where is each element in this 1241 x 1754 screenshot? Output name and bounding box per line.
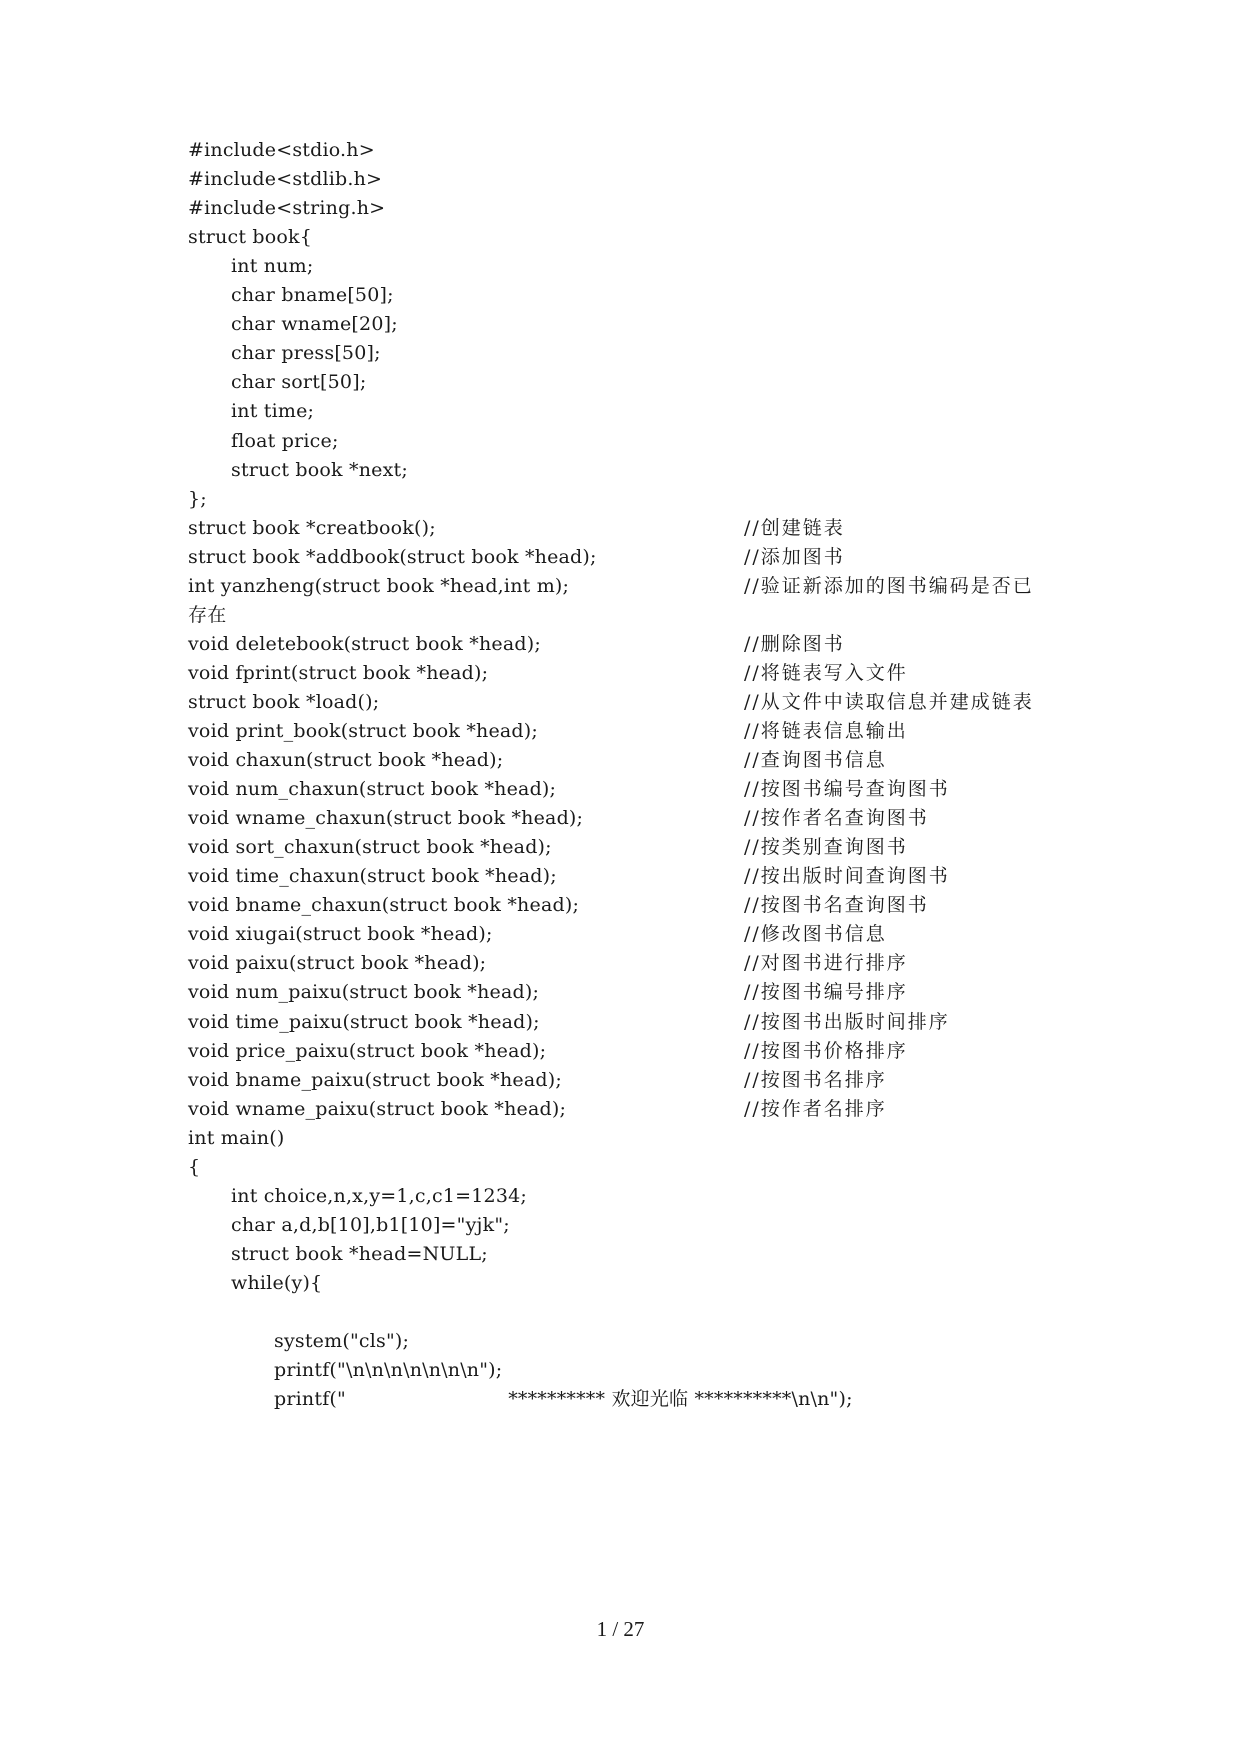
code-comment: //修改图书信息: [744, 923, 887, 945]
code-comment: //按图书价格排序: [744, 1040, 908, 1062]
code-line: char a,d,b[10],b1[10]="yjk";: [231, 1214, 510, 1236]
code-line: void bname_paixu(struct book *head);: [188, 1069, 562, 1091]
code-comment: //按图书出版时间排序: [744, 1011, 950, 1033]
code-line: void chaxun(struct book *head);: [188, 749, 504, 771]
code-line: void wname_chaxun(struct book *head);: [188, 807, 584, 829]
code-line: struct book *addbook(struct book *head);: [188, 546, 597, 568]
code-line: void bname_chaxun(struct book *head);: [188, 894, 580, 916]
code-comment: //对图书进行排序: [744, 952, 908, 974]
code-line: void price_paixu(struct book *head);: [188, 1040, 547, 1062]
code-comment: //将链表写入文件: [744, 662, 908, 684]
code-line: char wname[20];: [231, 313, 398, 335]
code-line: system("cls");: [274, 1330, 410, 1352]
code-line: printf("\n\n\n\n\n\n\n");: [274, 1359, 503, 1381]
code-line: float price;: [231, 430, 339, 452]
code-line: #include<string.h>: [188, 197, 386, 219]
code-line: void deletebook(struct book *head);: [188, 633, 541, 655]
code-line: int main(): [188, 1127, 285, 1149]
code-line: int choice,n,x,y=1,c,c1=1234;: [231, 1185, 528, 1207]
code-line: void num_chaxun(struct book *head);: [188, 778, 557, 800]
code-line: struct book *creatbook();: [188, 517, 436, 539]
code-line: void print_book(struct book *head);: [188, 720, 539, 742]
code-comment: //按图书名查询图书: [744, 894, 929, 916]
code-comment: //按作者名查询图书: [744, 807, 929, 829]
code-line: void paixu(struct book *head);: [188, 952, 487, 974]
code-comment: //按出版时间查询图书: [744, 865, 950, 887]
code-line: char bname[50];: [231, 284, 394, 306]
code-line: 存在: [188, 604, 227, 626]
code-line: char press[50];: [231, 342, 381, 364]
code-comment: //查询图书信息: [744, 749, 887, 771]
code-line: void time_chaxun(struct book *head);: [188, 865, 557, 887]
code-comment: //将链表信息输出: [744, 720, 908, 742]
code-line: printf(" ********** 欢迎光临 **********\n\n");: [274, 1388, 853, 1410]
code-comment: //按图书名排序: [744, 1069, 887, 1091]
code-line: void sort_chaxun(struct book *head);: [188, 836, 552, 858]
code-line: };: [188, 488, 207, 510]
code-comment: //创建链表: [744, 517, 845, 539]
code-comment: //按类别查询图书: [744, 836, 908, 858]
code-line: int num;: [231, 255, 314, 277]
code-line: struct book *next;: [231, 459, 408, 481]
code-line: void fprint(struct book *head);: [188, 662, 489, 684]
code-line: while(y){: [231, 1272, 323, 1294]
code-line: char sort[50];: [231, 371, 367, 393]
code-line: struct book *load();: [188, 691, 380, 713]
code-line: {: [188, 1156, 201, 1178]
page-number: 1 / 27: [596, 1617, 645, 1641]
code-line: struct book *head=NULL;: [231, 1243, 488, 1265]
code-line: #include<stdlib.h>: [188, 168, 383, 190]
code-comment: //验证新添加的图书编码是否已: [744, 575, 1034, 597]
code-line: struct book{: [188, 226, 313, 248]
code-comment: //按图书编号查询图书: [744, 778, 950, 800]
code-comment: //按图书编号排序: [744, 981, 908, 1003]
code-line: void time_paixu(struct book *head);: [188, 1011, 540, 1033]
code-line: #include<stdio.h>: [188, 139, 375, 161]
code-comment: //从文件中读取信息并建成链表: [744, 691, 1034, 713]
code-line: void wname_paixu(struct book *head);: [188, 1098, 567, 1120]
code-line: void num_paixu(struct book *head);: [188, 981, 540, 1003]
code-comment: //添加图书: [744, 546, 845, 568]
code-line: int time;: [231, 400, 315, 422]
code-comment: //删除图书: [744, 633, 845, 655]
code-line: void xiugai(struct book *head);: [188, 923, 493, 945]
code-line: int yanzheng(struct book *head,int m);: [188, 575, 570, 597]
code-comment: //按作者名排序: [744, 1098, 887, 1120]
